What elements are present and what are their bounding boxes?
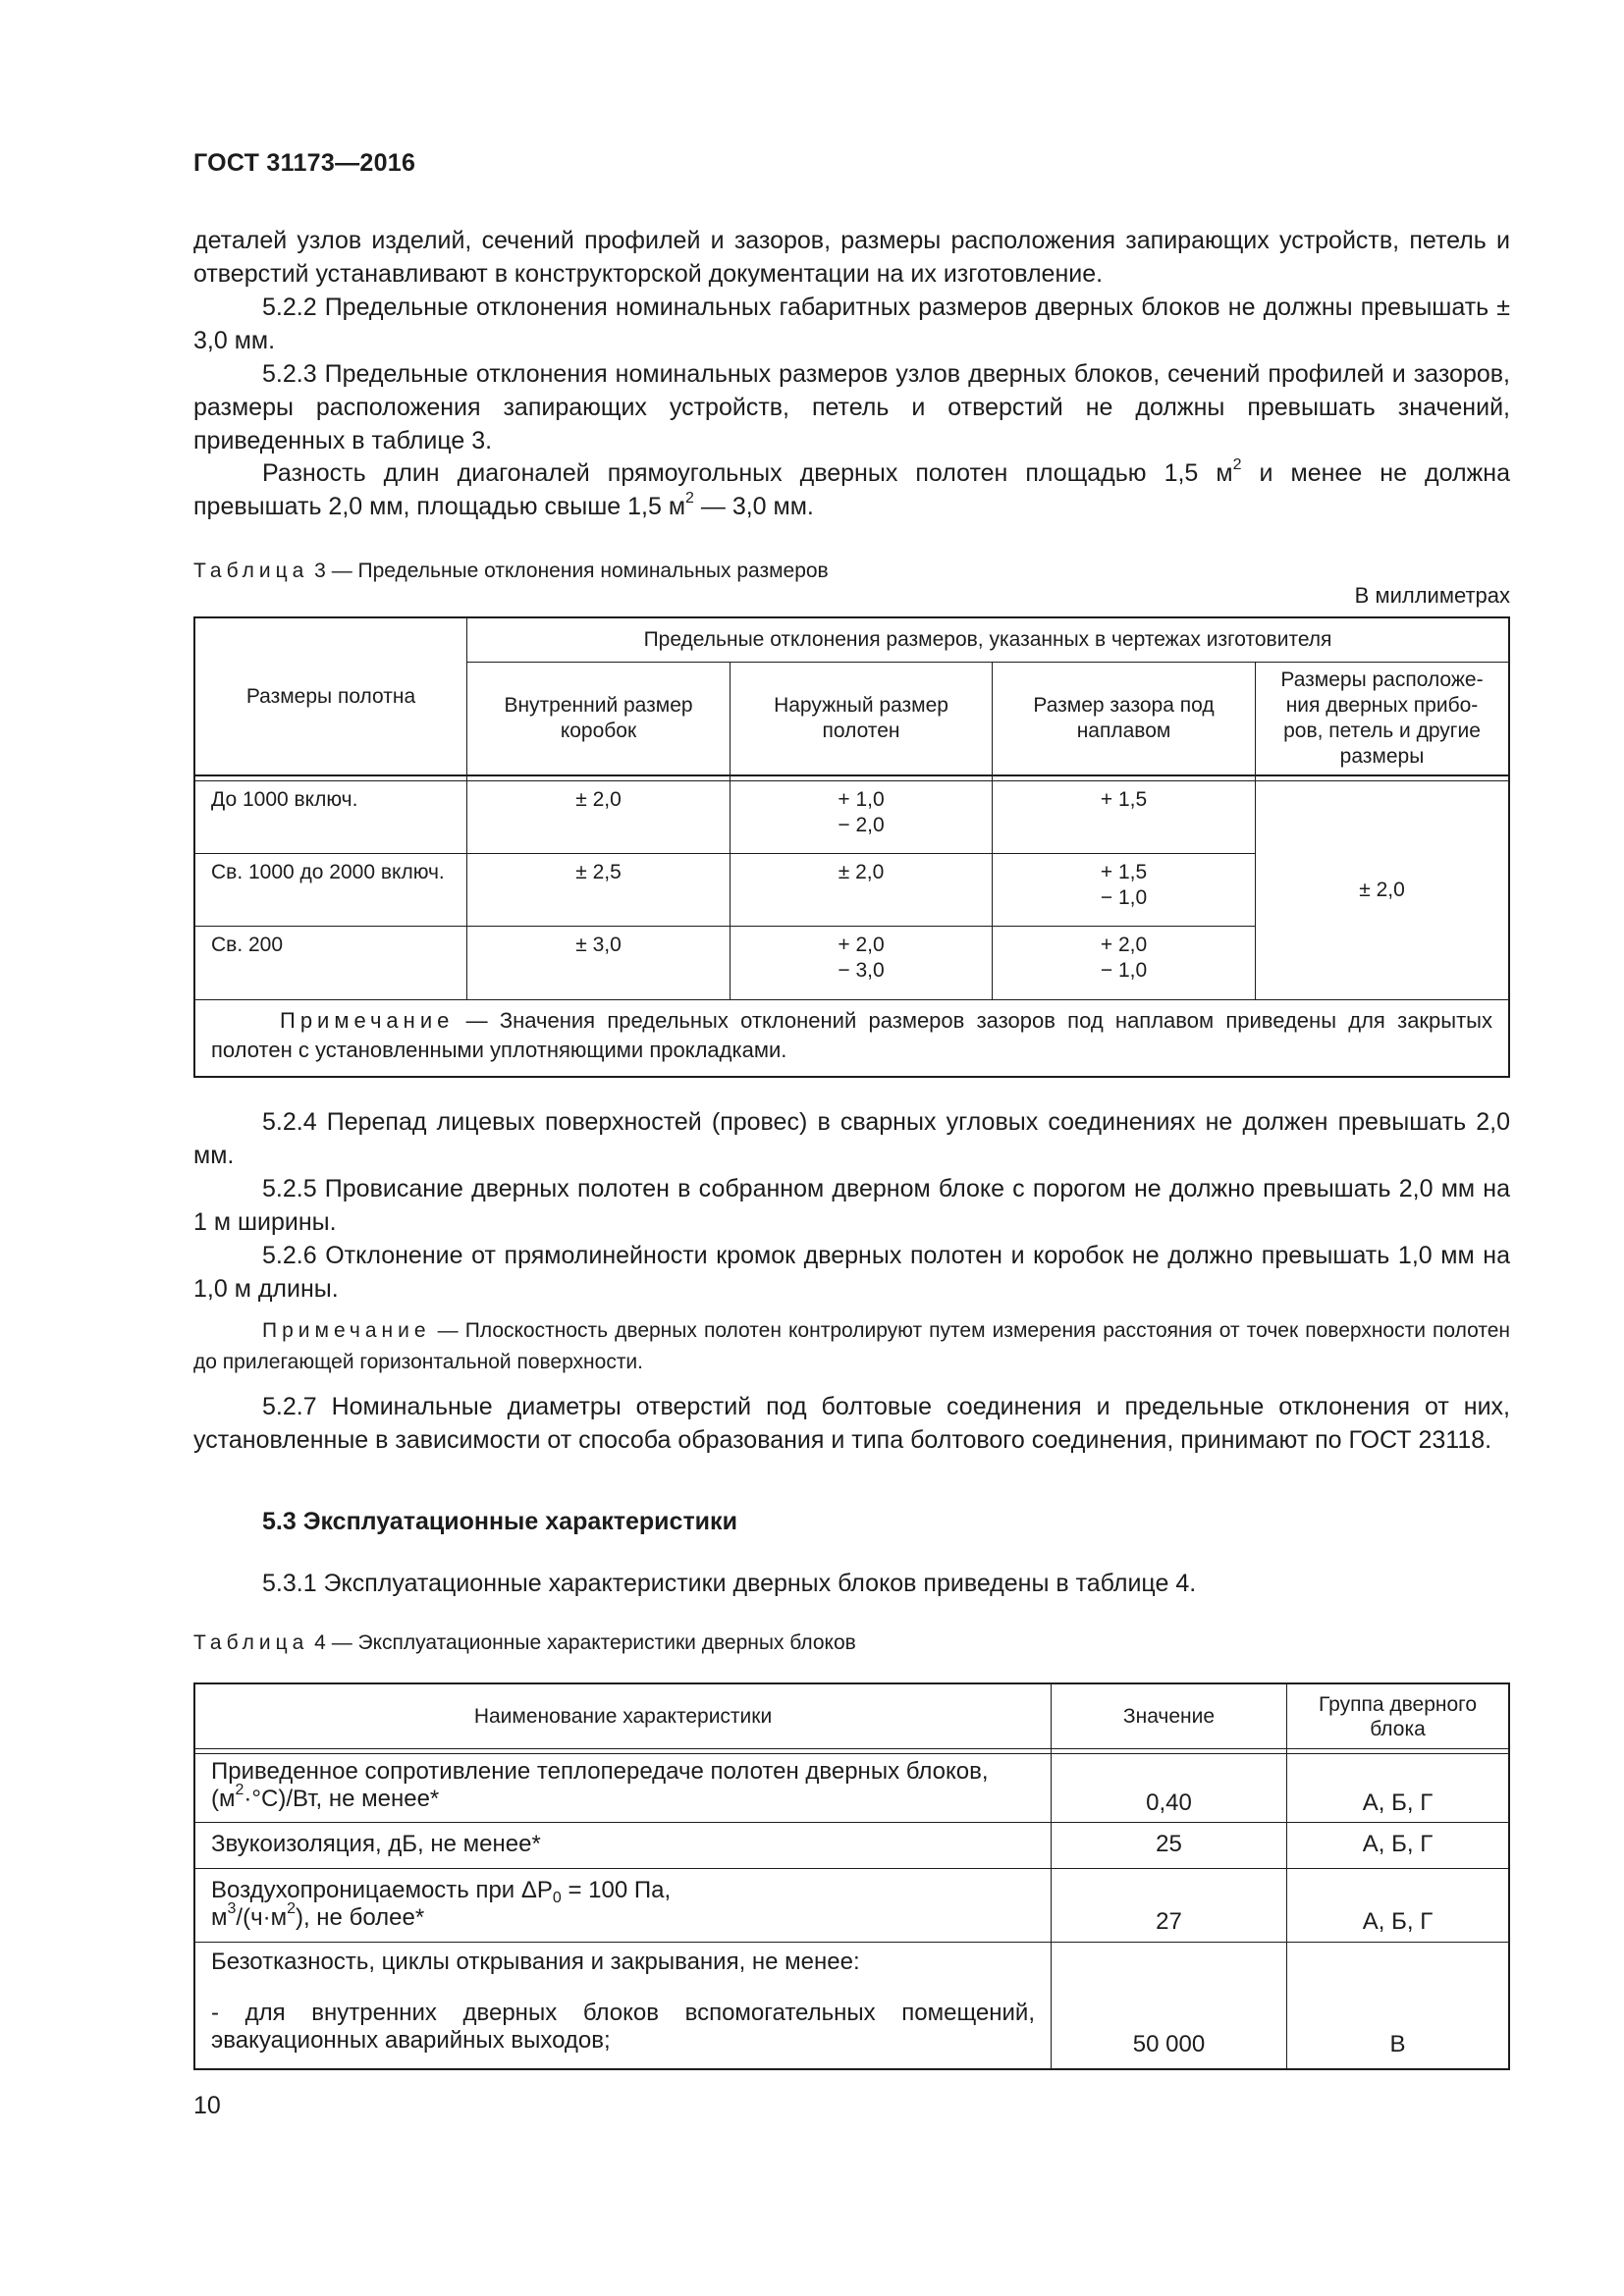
paragraph-intro: деталей узлов изделий, сечений профилей и зазоров, размеры расположения запирающих устройств, петель и отверстий устанавливают в конструкторской документации на их изготовление. bbox=[193, 227, 1510, 288]
table3-row2-inner: ± 2,5 bbox=[575, 861, 622, 883]
table4-col-group: Группа дверного блока bbox=[1318, 1692, 1478, 1740]
paragraph-5-2-7: 5.2.7 Номинальные диаметры отверстий под болтовые соединения и предельные отклонения от них, установленные в зависимости от способа образования и типа болтового соединения, принимают по ГОСТ 23118. bbox=[193, 1393, 1510, 1454]
table4-row2-value: 25 bbox=[1156, 1831, 1182, 1857]
table4-col-name: Наименование характеристики bbox=[473, 1705, 773, 1728]
table3-row3-size: Св. 200 bbox=[211, 934, 284, 956]
table4-row4-name: Безотказность, циклы открывания и закрывания, не менее: - для внутренних дверных блоков вспомогательных помещений, эвакуационных аварийных выходов; bbox=[211, 1949, 1035, 2054]
table3-header-size: Размеры полотна bbox=[245, 684, 416, 708]
document-header: ГОСТ 31173—2016 bbox=[193, 149, 416, 177]
paragraph-5-2-6: 5.2.6 Отклонение от прямолинейности кромок дверных полотен и коробок не должно превышать 1,0 мм на 1,0 м длины. bbox=[193, 1242, 1510, 1303]
table4-row1-value: 0,40 bbox=[1146, 1789, 1192, 1816]
paragraph-5-3-1: 5.3.1 Эксплуатационные характеристики дверных блоков приведены в таблице 4. bbox=[262, 1570, 1197, 1597]
table4-row4-value: 50 000 bbox=[1132, 2031, 1206, 2057]
table3-col-outer: Наружный размер полотен bbox=[774, 694, 948, 742]
paragraph-5-2-5: 5.2.5 Провисание дверных полотен в собранном дверном блоке с порогом не должно превышать 2,0 мм на 1 м ширины. bbox=[193, 1175, 1510, 1236]
table3-caption: Таблица 3 — Предельные отклонения номинальных размеров bbox=[193, 560, 829, 582]
table4-col-value: Значение bbox=[1122, 1705, 1216, 1728]
paragraph-diagonals: Разность длин диагоналей прямоугольных дверных полотен площадью 1,5 $м^2$ и менее не должна превышать 2,0 мм, площадью свыше 1,5 $м^2$ — 3,0 мм. bbox=[193, 456, 1510, 520]
table4-row2-group: А, Б, Г bbox=[1362, 1831, 1434, 1857]
paragraph-5-2-3: 5.2.3 Предельные отклонения номинальных размеров узлов дверных блоков, сечений профилей и зазоров, размеры расположения запирающих устройств, петель и отверстий не должны превышать значений, приведенных в таблице 3. bbox=[193, 360, 1510, 454]
page-number: 10 bbox=[193, 2092, 221, 2119]
table3-row3-outer: + 2,0 − 3,0 bbox=[838, 934, 885, 982]
table3-row1-outer: + 1,0 − 2,0 bbox=[838, 788, 885, 836]
table3-row2-gap: + 1,5 − 1,0 bbox=[1100, 861, 1148, 909]
paragraph-5-2-4: 5.2.4 Перепад лицевых поверхностей (провес) в сварных угловых соединениях не должен превышать 2,0 мм. bbox=[193, 1108, 1510, 1169]
table3-row1-gap: + 1,5 bbox=[1100, 788, 1148, 811]
table3-merged-value: ± 2,0 bbox=[1359, 879, 1405, 901]
table3-col-gap: Размер зазора под наплавом bbox=[1033, 694, 1215, 742]
table3-row3-gap: + 2,0 − 1,0 bbox=[1100, 934, 1148, 982]
table4-row1-name: Приведенное сопротивление теплопередаче полотен дверных блоков, $(м^2\cdot^\circ С)/Вт$, не менее* bbox=[211, 1758, 989, 1812]
table4-row3-value: 27 bbox=[1156, 1908, 1182, 1935]
table3-col-inner: Внутренний размер коробок bbox=[504, 694, 693, 742]
table3-row1-size: До 1000 включ. bbox=[211, 788, 358, 811]
table4-caption: Таблица 4 — Эксплуатационные характеристики дверных блоков bbox=[193, 1631, 856, 1654]
table4-row4-group: В bbox=[1389, 2031, 1406, 2057]
table4-row1-group: А, Б, Г bbox=[1362, 1789, 1434, 1816]
section-5-3-title: 5.3 Эксплуатационные характеристики bbox=[262, 1508, 737, 1535]
table3-header-group: Предельные отклонения размеров, указанных в чертежах изготовителя bbox=[643, 628, 1332, 651]
table3-note: Примечание — Значения предельных отклонений размеров зазоров под наплавом приведены для закрытых полотен с установленными уплотняющими прокладками. bbox=[211, 1008, 1492, 1062]
table3-col-other: Размеры расположе-ния дверных прибо-ров, петель и другие размеры bbox=[1280, 668, 1484, 768]
table4-row2-name: Звукоизоляция, дБ, не менее* bbox=[211, 1831, 541, 1857]
table4-row3-name: Воздухопроницаемость при $\Delta P_0 = 100$ Па, $м^3/(ч\cdot м^2)$, не более* bbox=[211, 1877, 672, 1931]
table4-row3-group: А, Б, Г bbox=[1362, 1908, 1434, 1935]
table3-units: В миллиметрах bbox=[1354, 583, 1510, 608]
note-flatness: Примечание — Плоскостность дверных полотен контролируют путем измерения расстояния от точек поверхности полотен до прилегающей горизонтальной поверхности. bbox=[193, 1319, 1510, 1373]
table3-row1-inner: ± 2,0 bbox=[575, 788, 622, 811]
table3-row2-outer: ± 2,0 bbox=[838, 861, 885, 883]
paragraph-5-2-2: 5.2.2 Предельные отклонения номинальных габаритных размеров дверных блоков не должны превышать ± 3,0 мм. bbox=[193, 294, 1510, 354]
table3-row2-size: Св. 1000 до 2000 включ. bbox=[211, 861, 445, 883]
table3-row3-inner: ± 3,0 bbox=[575, 934, 622, 956]
